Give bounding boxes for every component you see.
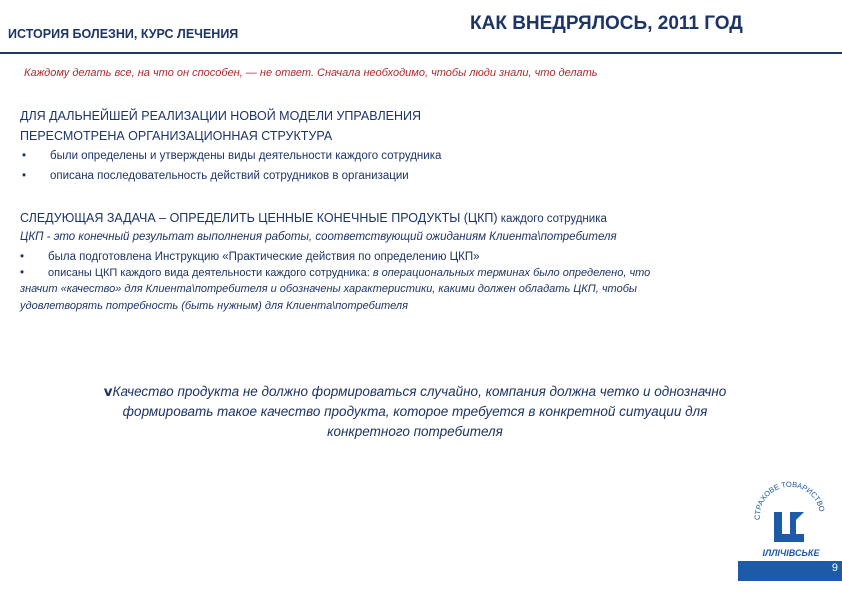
conclusion-line2: формировать такое качество продукта, которое требуется в конкретной ситуации для [122,404,708,419]
bullet-marker: • [22,150,27,162]
bullet2-lead: описаны ЦКП каждого вида деятельности каждого сотрудника: [48,267,370,279]
bullet-text [48,267,650,279]
conclusion-line1-text: Качество продукта не должно формироваться случайно, компания должна четко и однозначно [112,384,727,399]
block2-bullet-1 [20,251,780,267]
block2-bullet-2 [20,267,810,283]
block2-bullet-2-line3: удовлетворять потребность (быть нужным) для Клиента\потребителя [20,300,408,312]
block2-heading [20,211,607,225]
conclusion-line1 [40,382,790,402]
block1-bullet-2 [22,170,722,186]
block1-bullet-1 [22,150,722,166]
ckp-definition: ЦКП - это конечный результат выполнения работы, соответствующий ожиданиям Клиента\потребителя [20,231,617,243]
bullet-marker: • [22,170,27,182]
bullet2-rest: в операциональных терминах было определено, что [369,267,651,279]
bullet-text: была подготовлена Инструкцию «Практические действия по определению ЦКП» [48,251,480,263]
logo-name: ІЛЛІЧІВСЬКЕ [762,548,820,558]
block1-heading-line1: ДЛЯ ДАЛЬНЕЙШЕЙ РЕАЛИЗАЦИИ НОВОЙ МОДЕЛИ УПРАВЛЕНИЯ [20,109,422,123]
epigraph-quote: Каждому делать все, на что он способен, — не ответ. Сначала необходимо, чтобы люди знали, что делать [24,67,598,79]
company-logo [752,476,828,560]
checkmark-marker: v [103,384,113,400]
header-divider [0,52,842,54]
page-title: КАК ВНЕДРЯЛОСЬ, 2011 ГОД [470,13,743,34]
conclusion [40,382,790,442]
bullet-text: описана последовательность действий сотрудников в организации [50,170,409,182]
conclusion-line3: конкретного потребителя [327,424,503,439]
bullet-marker: • [20,251,25,263]
page-number: 9 [831,562,838,574]
logo-arc-textpath: СТРАХОВЕ ТОВАРИСТВО [752,479,827,521]
logo-emblem-cut-left [782,512,790,534]
block2-bullet-2-line2: значит «качество» для Клиента\потребителя и обозначены характеристики, какими должен обладать ЦКП, чтобы [20,283,637,295]
logo-graphic [752,476,828,560]
bullet-text: были определены и утверждены виды деятельности каждого сотрудника [50,150,442,162]
block1-heading-line2: ПЕРЕСМОТРЕНА ОРГАНИЗАЦИОННАЯ СТРУКТУРА [20,129,333,143]
block2-heading-caps: СЛЕДУЮЩАЯ ЗАДАЧА – ОПРЕДЕЛИТЬ ЦЕННЫЕ КОНЕЧНЫЕ ПРОДУКТЫ (ЦКП) [20,211,498,225]
block2-heading-tail: каждого сотрудника [497,213,607,225]
section-label: ИСТОРИЯ БОЛЕЗНИ, КУРС ЛЕЧЕНИЯ [8,27,239,41]
bullet-marker: • [20,267,25,279]
